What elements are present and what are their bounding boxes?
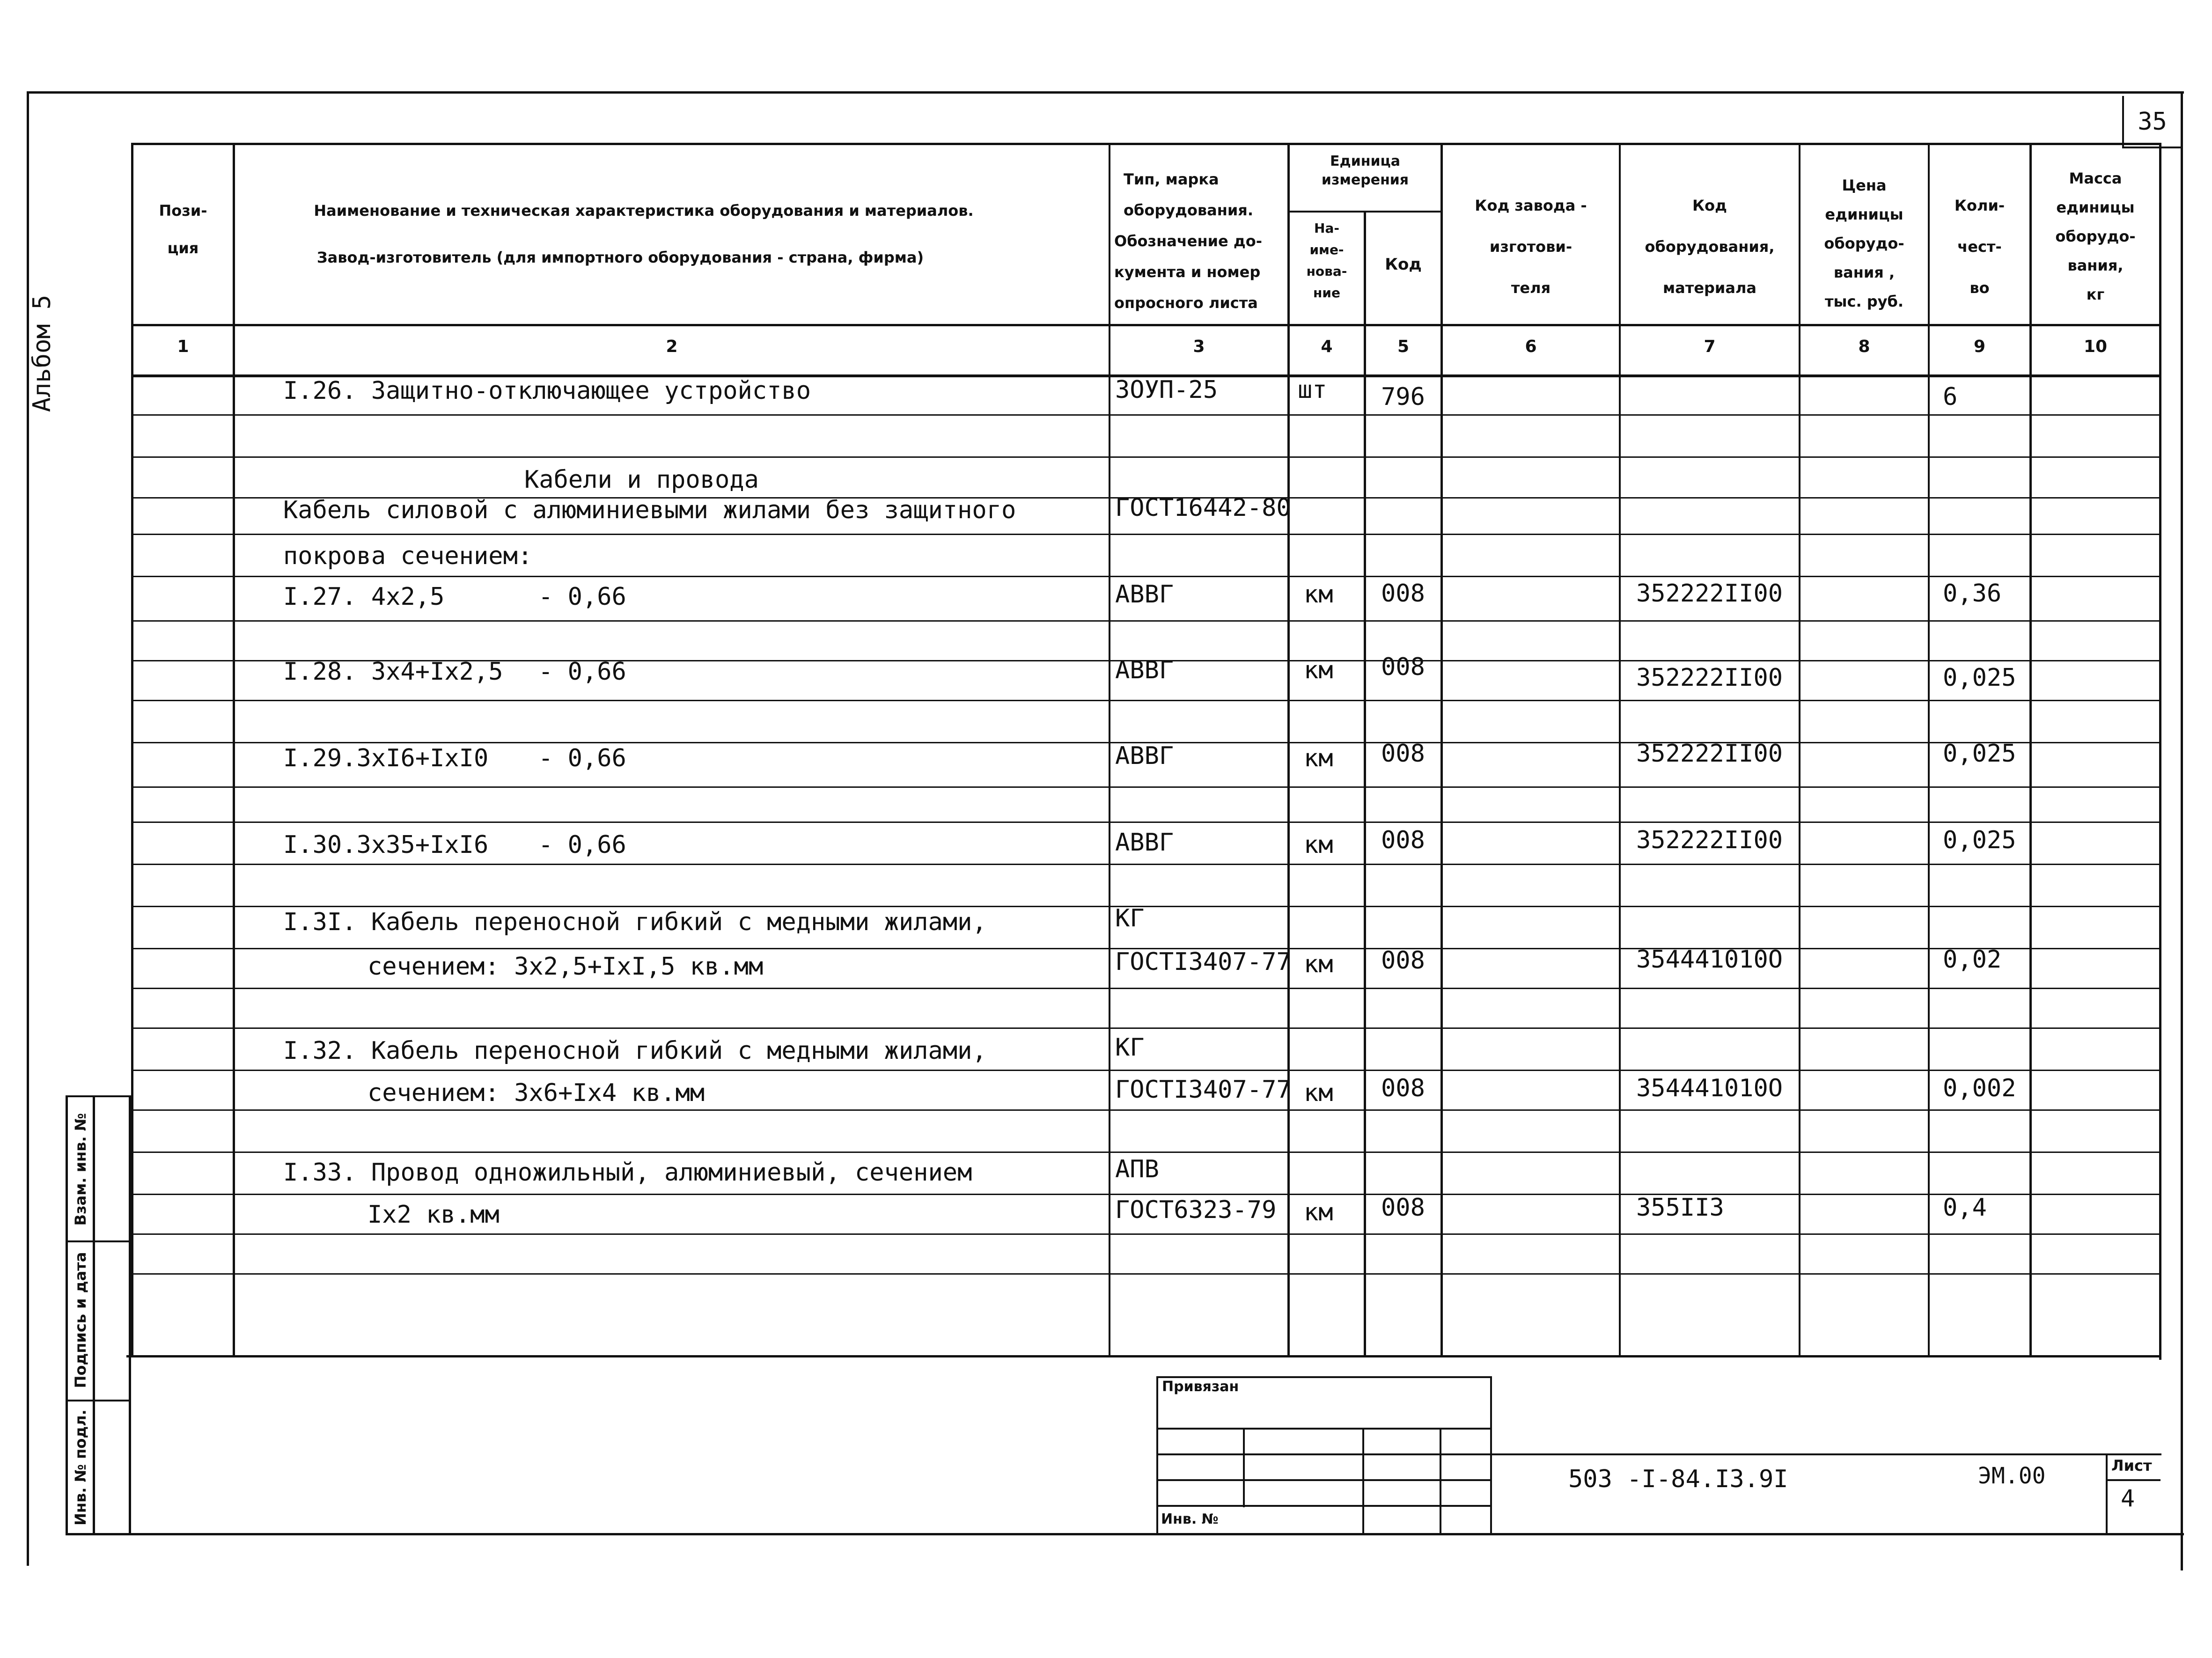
side-stamp-replace-inv: Взам. инв. № (72, 1113, 89, 1226)
header-quantity: Коли- чест- во (1954, 197, 2005, 297)
col-number: 5 (1397, 337, 1410, 356)
col-number: 1 (177, 337, 189, 356)
row-131-unit: км (1304, 950, 1333, 978)
row-131-type2: ГОСТI3407-77 (1115, 948, 1291, 976)
album-label: Альбом 5 (28, 294, 56, 412)
sheet-label: Лист (2111, 1457, 2152, 1475)
col-number: 8 (1858, 337, 1870, 356)
row-127-voltage: - 0,66 (538, 583, 626, 611)
row-133-unit: км (1304, 1198, 1333, 1226)
row-126-unit: шт (1298, 376, 1327, 404)
col-number: 7 (1704, 337, 1716, 356)
header-name: Наименование и техническая характеристика оборудования и материалов. Завод-изготовитель (для импортного оборудования - страна, фирма) (314, 202, 974, 266)
col-number: 2 (666, 337, 678, 356)
row-128-type: АВВГ (1115, 656, 1174, 684)
header-type: Тип, марка оборудования. Обозначение до- кумента и номер опросного листа (1114, 170, 1262, 312)
col-number: 4 (1321, 337, 1333, 356)
col-number: 6 (1525, 337, 1537, 356)
row-128-code: 008 (1381, 653, 1425, 681)
row-133-type1: АПВ (1115, 1155, 1159, 1183)
row-130-code: 008 (1381, 826, 1425, 854)
frame-top (28, 91, 2184, 94)
row-128-voltage: - 0,66 (538, 658, 626, 686)
row-133-type2: ГОСТ6323-79 (1115, 1196, 1277, 1224)
section-title: Кабели и провода (524, 466, 759, 494)
row-132-qty: 0,002 (1943, 1074, 2016, 1102)
row-131-name-line1: I.3I. Кабель переносной гибкий с медными жилами, (283, 908, 987, 936)
row-132-type1: КГ (1115, 1034, 1145, 1062)
row-133-qty: 0,4 (1943, 1194, 1987, 1222)
row-133-code: 008 (1381, 1194, 1425, 1222)
row-132-unit: км (1304, 1079, 1333, 1107)
row-132-type2: ГОСТI3407-77 (1115, 1076, 1291, 1104)
frame-right (2181, 91, 2183, 1570)
row-127-code: 008 (1381, 580, 1425, 608)
header-factory-code: Код завода - изготови- теля (1475, 197, 1587, 297)
header-position: Пози- ция (159, 202, 207, 257)
row-127-material: 352222II00 (1636, 580, 1783, 608)
doc-code: 503 -I-84.I3.9I (1568, 1465, 1788, 1493)
row-126-type: ЗОУП-25 (1115, 376, 1218, 404)
header-mass: Масса единицы оборудо- вания, кг (2055, 169, 2136, 303)
doc-mark: ЭМ.00 (1978, 1463, 2046, 1489)
row-132-name-line1: I.32. Кабель переносной гибкий с медными жилами, (283, 1037, 987, 1065)
row-127-unit: км (1304, 580, 1333, 609)
row-126-qty: 6 (1943, 383, 1958, 411)
row-130-name: I.30.3х35+IхI6 (283, 831, 489, 859)
col-number: 9 (1973, 337, 1986, 356)
col-number: 10 (2083, 337, 2108, 356)
row-130-type: АВВГ (1115, 829, 1174, 857)
row-130-qty: 0,025 (1943, 826, 2016, 854)
side-stamp-signature-date: Подпись и дата (72, 1252, 89, 1388)
row-129-type: АВВГ (1115, 742, 1174, 770)
row-132-code: 008 (1381, 1074, 1425, 1102)
row-129-name: I.29.3хI6+IхI0 (283, 744, 489, 772)
header-unit-group: Единица измерения (1321, 153, 1409, 188)
row-131-qty: 0,02 (1943, 946, 2002, 974)
row-130-unit: км (1304, 831, 1333, 859)
cable-intro-line1: Кабель силовой с алюминиевыми жилами без защитного (283, 496, 1016, 524)
row-131-code: 008 (1381, 946, 1425, 975)
col-number: 3 (1193, 337, 1205, 356)
row-130-voltage: - 0,66 (538, 831, 626, 859)
sheet-number: 4 (2121, 1485, 2135, 1512)
row-129-voltage: - 0,66 (538, 744, 626, 772)
row-131-material: 354441010O (1636, 946, 1783, 974)
row-127-name: I.27. 4х2,5 (283, 583, 445, 611)
row-133-name-line2: Iх2 кв.мм (367, 1201, 500, 1229)
cable-intro-line2: покрова сечением: (283, 542, 533, 570)
stamp-inv-no: Инв. № (1161, 1511, 1219, 1527)
header-equipment-code: Код оборудования, материала (1645, 197, 1775, 297)
row-133-material: 355II3 (1636, 1194, 1724, 1222)
row-126-name: I.26. Защитно-отключающее устройство (283, 377, 811, 405)
row-128-material: 352222II00 (1636, 664, 1783, 692)
row-129-code: 008 (1381, 740, 1425, 768)
row-130-material: 352222II00 (1636, 826, 1783, 854)
row-132-name-line2: сечением: 3х6+Iх4 кв.мм (367, 1079, 705, 1107)
header-price: Цена единицы оборудо- вания , тыс. руб. (1824, 176, 1904, 310)
row-131-type1: КГ (1115, 904, 1145, 932)
side-stamp-inv-orig: Инв. № подл. (72, 1409, 89, 1526)
header-unit-code: Код (1385, 255, 1422, 274)
row-129-material: 352222II00 (1636, 740, 1783, 768)
row-132-material: 354441010O (1636, 1074, 1783, 1102)
cable-intro-type: ГОСТ16442-80 (1115, 494, 1291, 522)
row-127-type: АВВГ (1115, 580, 1174, 609)
row-127-qty: 0,36 (1943, 580, 2002, 608)
row-131-name-line2: сечением: 3х2,5+IхI,5 кв.мм (367, 953, 764, 981)
row-128-unit: км (1304, 656, 1333, 684)
header-unit-name: На- име- нова- ние (1306, 220, 1347, 301)
stamp-privyazan: Привязан (1162, 1379, 1239, 1395)
row-128-name: I.28. 3х4+Iх2,5 (283, 658, 503, 686)
row-126-code: 796 (1381, 383, 1425, 411)
page-number: 35 (2138, 108, 2167, 136)
row-129-qty: 0,025 (1943, 740, 2016, 768)
row-133-name-line1: I.33. Провод одножильный, алюминиевый, сечением (283, 1159, 972, 1187)
row-129-unit: км (1304, 744, 1333, 772)
row-128-qty: 0,025 (1943, 664, 2016, 692)
